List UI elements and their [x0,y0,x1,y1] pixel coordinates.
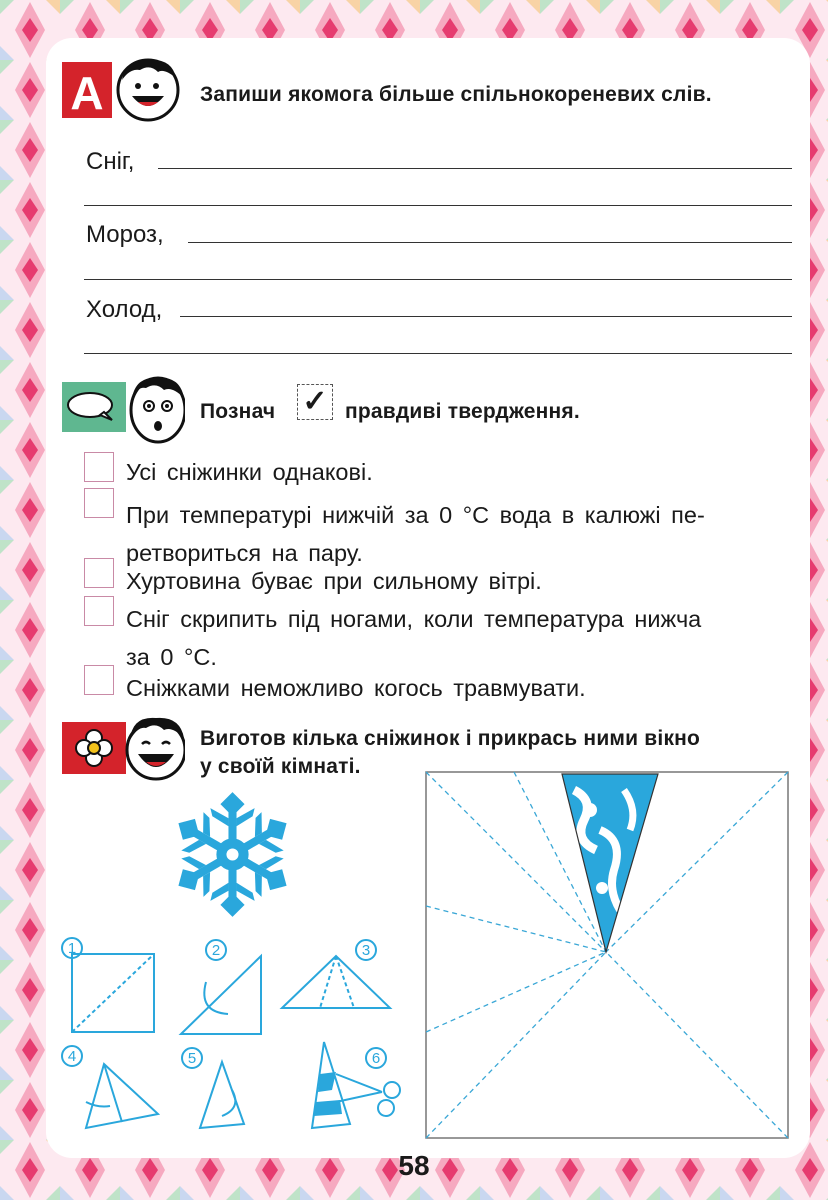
snowflake-illustration [160,792,305,917]
statement-5 [126,669,796,707]
statement-checkbox-3[interactable] [84,558,114,588]
folded-paper-diagram [424,770,792,1142]
task-b-title-before: Познач [200,400,276,423]
statement-1-line-1: Усі сніжинки однакові. [126,459,373,485]
task-b-title-after: правдиві твердження. [345,400,580,423]
step-6 [312,1042,400,1128]
statement-checkbox-5[interactable] [84,665,114,695]
step-4 [62,1046,158,1128]
check-mark-icon: ✓ [302,385,328,418]
statement-checkbox-2[interactable] [84,488,114,518]
step-number-5: 5 [187,1050,197,1067]
statement-2-line-2: ретвориться на пару. [126,540,363,566]
statement-3-line-1: Хуртовина буває при сильному вітрі. [126,568,542,594]
answer-line-kholod-1[interactable] [180,316,792,317]
step-number-4: 4 [67,1048,77,1065]
statement-3 [126,562,796,600]
word-snih: Сніг, [86,148,135,175]
task-c-title-line-1: Виготов кілька сніжинок і прикрась ними вікно [200,727,701,750]
statement-1 [126,453,796,491]
word-kholod: Холод, [86,296,163,323]
task-a-badge [60,56,185,122]
folding-steps-diagram [56,932,406,1147]
answer-line-moroz-1[interactable] [188,242,792,243]
step-number-1: 1 [67,940,77,957]
statement-checkbox-4[interactable] [84,596,114,626]
answer-line-snih-1[interactable] [158,168,792,169]
page-number: 58 [398,1150,430,1181]
statement-4 [126,600,796,676]
thinking-face-icon [131,378,185,442]
task-c-title-line-2: у своїй кімнаті. [200,755,361,778]
answer-line-kholod-2[interactable] [84,353,792,354]
task-b-badge [60,372,185,444]
step-number-3: 3 [361,942,371,959]
step-number-6: 6 [371,1050,381,1067]
statement-5-line-1: Сніжками неможливо когось травмувати. [126,675,586,701]
laughing-face-icon [127,718,185,779]
task-c-badge [60,712,185,782]
statement-4-line-1: Сніг скрипить під ногами, коли температура нижча [126,606,702,632]
step-2 [181,940,261,1034]
step-number-2: 2 [211,942,221,959]
smiling-face-icon [118,60,178,120]
answer-line-snih-2[interactable] [84,205,792,206]
statement-4-line-2: за 0 °С. [126,644,217,670]
statement-checkbox-1[interactable] [84,452,114,482]
answer-line-moroz-2[interactable] [84,279,792,280]
statement-2-line-1: При температурі нижчій за 0 °С вода в калюжі пе- [126,502,705,528]
word-moroz: Мороз, [86,221,164,248]
example-checkbox [297,384,333,420]
step-3 [282,940,390,1008]
task-a-title: Запиши якомога більше спільнокореневих слів. [200,83,712,106]
statement-2 [126,496,796,572]
badge-letter-a: A [70,67,104,119]
